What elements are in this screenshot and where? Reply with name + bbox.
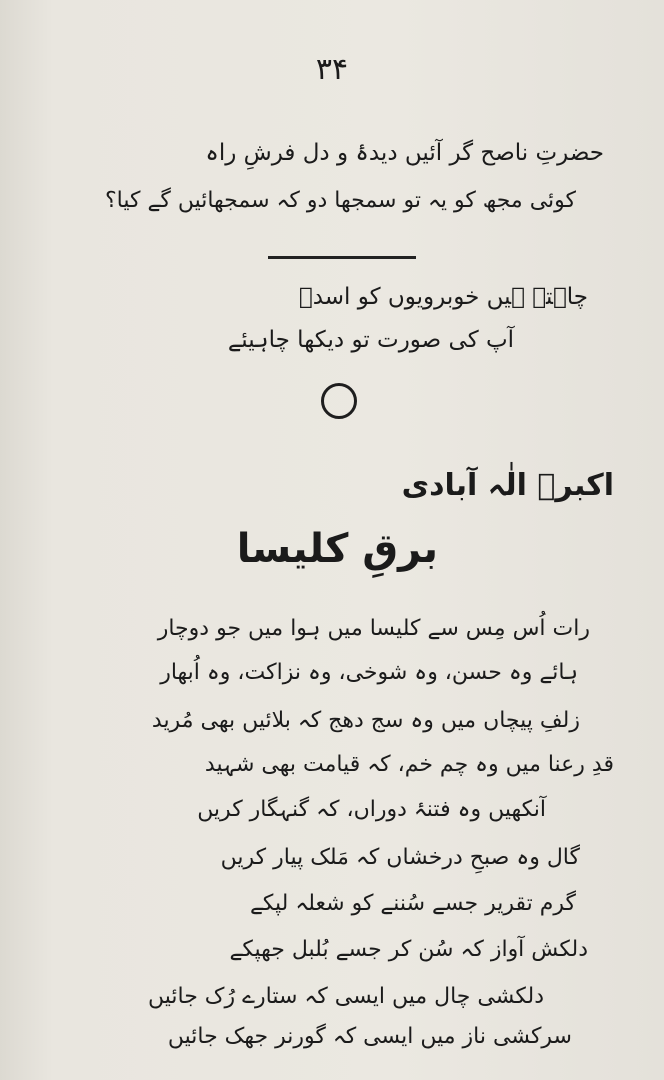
poem-line-3: زلفِ پیچاں میں وہ سج دھج کہ بلائیں بھی مُرید [151, 708, 580, 733]
poem-line-8: دلکش آواز کہ سُن کر جسے بُلبل جھپکے [229, 937, 588, 962]
poem-line-2: ہائے وہ حسن، وہ شوخی، وہ نزاکت، وہ اُبھار [160, 660, 578, 685]
page-number: ۳۴ [315, 52, 349, 87]
poem-line-9: دلکشی چال میں ایسی کہ ستارے رُک جائیں [148, 984, 544, 1009]
poem-line-6: گال وہ صبحِ درخشاں کہ مَلک پیار کریں [220, 845, 580, 870]
poem-line-5: آنکھیں وہ فتنۂ دوراں، کہ گنہگار کریں [197, 797, 546, 822]
poem-line-10: سرکشی ناز میں ایسی کہ گورنر جھک جائیں [167, 1024, 572, 1049]
poem-line-4: قدِ رعنا میں وہ چم خم، کہ قیامت بھی شہید [204, 752, 614, 777]
section-divider [268, 256, 416, 259]
poem-line-7: گرم تقریر جسے سُننے کو شعلہ لپکے [249, 891, 576, 916]
poem-title: برقِ کلیسا [236, 526, 438, 572]
second-poem-line-2: آپ کی صورت تو دیکھا چاہیئے [227, 327, 514, 353]
second-poem-line-1: چاہتے ہیں خوبرویوں کو اسدؔ [298, 284, 588, 310]
poet-name: اکبرؔ الٰہ آبادی [401, 468, 614, 503]
poem-line-1: رات اُس مِس سے کلیسا میں ہوا میں جو دوچار [157, 616, 590, 641]
circle-ornament-icon [321, 383, 357, 419]
top-poem-line-1: حضرتِ ناصح گر آئیں دیدۂ و دل فرشِ راہ [205, 140, 604, 166]
top-poem-line-2: کوئی مجھ کو یہ تو سمجھا دو کہ سمجھائیں گے کیا؟ [104, 188, 576, 213]
